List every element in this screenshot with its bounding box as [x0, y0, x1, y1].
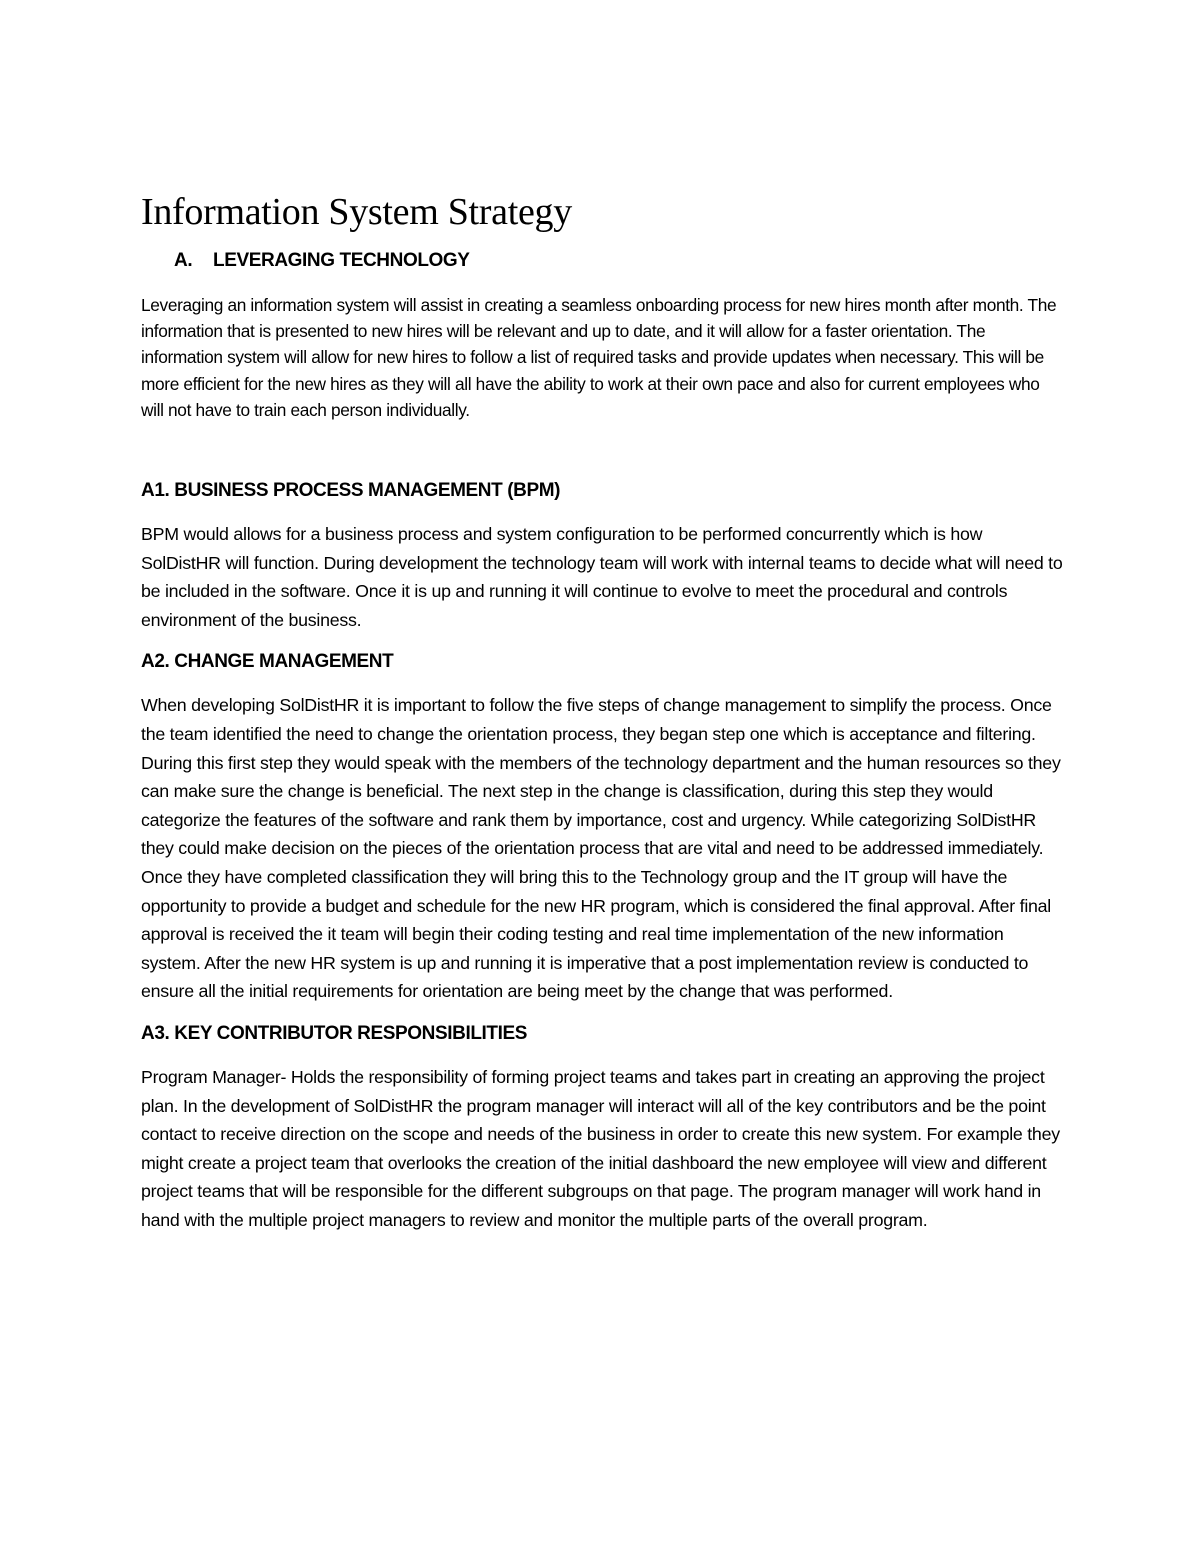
document-title: Information System Strategy [141, 191, 572, 233]
section-a-paragraph: Leveraging an information system will assist in creating a seamless onboarding process for new hires month after month. The information that is presented to new hires will be relevant and up to date, and it will allow for a faster orientation. The information system will allow for new hires to follow a list of required tasks and provide updates when necessary. This will be more efficient for the new hires as they will all have the ability to work at their own pace and also for current employees who will not have to train each person individually. [141, 295, 1057, 420]
section-a-heading [141, 248, 1066, 274]
section-a1-heading: A1. BUSINESS PROCESS MANAGEMENT (BPM) [141, 480, 561, 502]
section-a1-paragraph: BPM would allows for a business process and system configuration to be performed concurrently which is how SolDistHR will function. During development the technology team will work with internal teams to decide what will need to be included in the software. Once it is up and running it will continue to evolve to meet the procedural and controls environment of the business. [141, 524, 1063, 630]
section-a2-paragraph: When developing SolDistHR it is important to follow the five steps of change management to simplify the process. Once the team identified the need to change the orientation process, they began step one which is acceptance and filtering. During this first step they would speak with the members of the technology department and the human resources so they can make sure the change is beneficial. The next step in the change is classification, during this step they would categorize the features of the software and rank them by importance, cost and urgency. While categorizing SolDistHR they could make decision on the pieces of the orientation process that are vital and need to be addressed immediately. Once they have completed classification they will bring this to the Technology group and the IT group will have the opportunity to provide a budget and schedule for the new HR program, which is considered the final approval. After final approval is received the it team will begin their coding testing and real time implementation of the new information system. After the new HR system is up and running it is imperative that a post implementation review is conducted to ensure all the initial requirements for orientation are being meet by the change that was performed. [141, 695, 1061, 1002]
section-a-heading-text: LEVERAGING TECHNOLOGY [213, 250, 470, 271]
section-a2-heading: A2. CHANGE MANAGEMENT [141, 651, 394, 673]
section-a3-heading: A3. KEY CONTRIBUTOR RESPONSIBILITIES [141, 1022, 528, 1044]
document-page [141, 190, 1066, 1248]
section-a-number: A. [174, 250, 193, 271]
section-a3-paragraph: Program Manager- Holds the responsibility of forming project teams and takes part in creating an approving the project plan. In the development of SolDistHR the program manager will interact will all of the key contributors and be the point contact to receive direction on the scope and needs of the business in order to create this new system. For example they might create a project team that overlooks the creation of the initial dashboard the new employee will view and different project teams that will be responsible for the different subgroups on that page. The program manager will work hand in hand with the multiple project managers to review and monitor the multiple parts of the overall program. [141, 1066, 1060, 1230]
